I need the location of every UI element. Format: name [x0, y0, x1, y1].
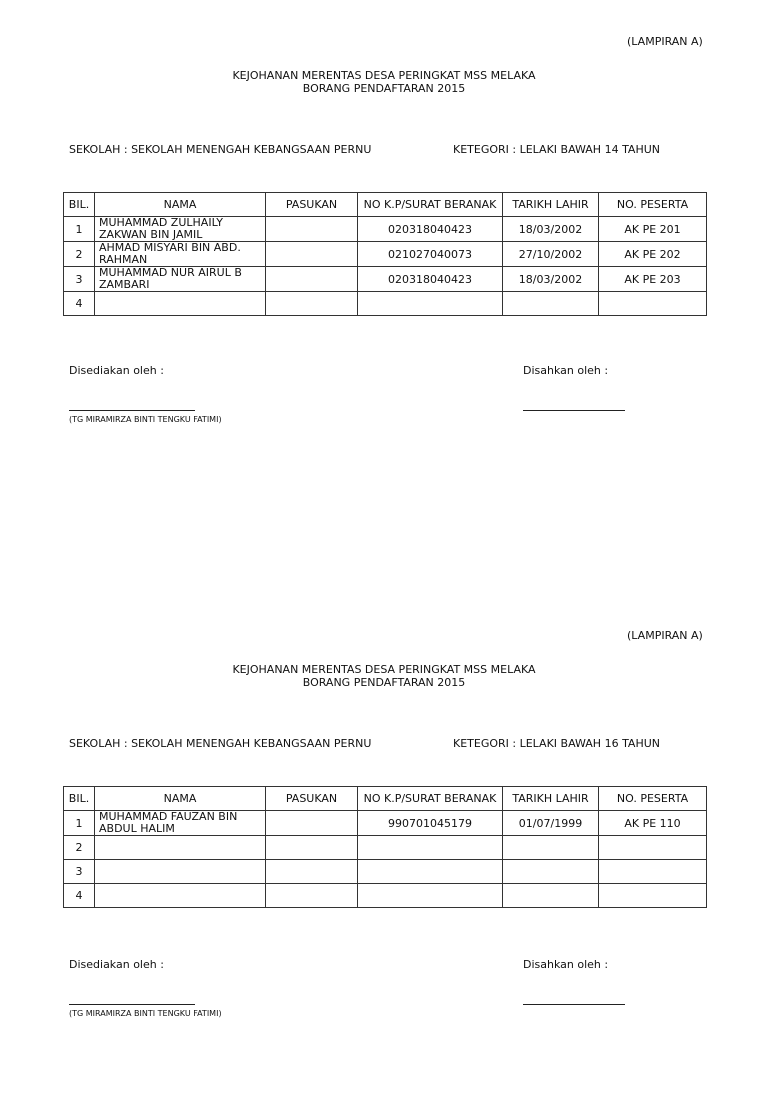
table-row	[64, 811, 707, 836]
cell-tarikh-lahir	[503, 292, 599, 316]
cell-pasukan	[266, 860, 358, 884]
category-field: KETEGORI : LELAKI BAWAH 14 TAHUN	[453, 143, 661, 156]
preparer-name: (TG MIRAMIRZA BINTI TENGKU FATIMI)	[69, 415, 222, 424]
cell-pasukan	[266, 811, 358, 836]
form-title: KEJOHANAN MERENTAS DESA PERINGKAT MSS MELAKA	[232, 663, 536, 676]
table-row	[64, 292, 707, 316]
header-tarikh-lahir: TARIKH LAHIR	[503, 787, 599, 811]
table-header-row	[64, 193, 707, 217]
cell-no-peserta: AK PE 202	[599, 242, 707, 267]
cell-nama: MUHAMMAD ZULHAILY ZAKWAN BIN JAMIL	[95, 217, 266, 242]
cell-no-kp: 020318040423	[358, 267, 503, 292]
lampiran-label: (LAMPIRAN A)	[627, 629, 703, 642]
registration-table	[63, 192, 707, 316]
preparer-signature-line	[69, 1004, 195, 1005]
table-row	[64, 836, 707, 860]
header-nama: NAMA	[95, 787, 266, 811]
cell-pasukan	[266, 217, 358, 242]
cell-nama	[95, 292, 266, 316]
registration-table	[63, 786, 707, 908]
header-pasukan: PASUKAN	[266, 787, 358, 811]
registration-form-1	[0, 0, 768, 500]
header-pasukan: PASUKAN	[266, 193, 358, 217]
cell-bil: 4	[64, 292, 95, 316]
approver-signature-line	[523, 1004, 625, 1005]
prepared-by-label: Disediakan oleh :	[69, 958, 164, 971]
cell-no-kp	[358, 860, 503, 884]
form-subtitle: BORANG PENDAFTARAN 2015	[302, 82, 466, 95]
cell-no-peserta: AK PE 201	[599, 217, 707, 242]
lampiran-label: (LAMPIRAN A)	[627, 35, 703, 48]
category-field: KETEGORI : LELAKI BAWAH 16 TAHUN	[453, 737, 661, 750]
header-no-peserta: NO. PESERTA	[599, 193, 707, 217]
cell-pasukan	[266, 242, 358, 267]
cell-no-kp: 021027040073	[358, 242, 503, 267]
cell-no-kp	[358, 884, 503, 908]
cell-bil: 3	[64, 267, 95, 292]
cell-nama: MUHAMMAD NUR AIRUL B ZAMBARI	[95, 267, 266, 292]
school-field: SEKOLAH : SEKOLAH MENENGAH KEBANGSAAN PERNU	[69, 143, 372, 156]
preparer-signature-line	[69, 410, 195, 411]
header-no-peserta: NO. PESERTA	[599, 787, 707, 811]
cell-bil: 2	[64, 836, 95, 860]
prepared-by-label: Disediakan oleh :	[69, 364, 164, 377]
cell-bil: 3	[64, 860, 95, 884]
cell-no-peserta	[599, 884, 707, 908]
header-no-kp: NO K.P/SURAT BERANAK	[358, 193, 503, 217]
cell-pasukan	[266, 267, 358, 292]
cell-tarikh-lahir: 18/03/2002	[503, 267, 599, 292]
cell-bil: 1	[64, 811, 95, 836]
cell-no-peserta	[599, 860, 707, 884]
registration-form-2	[0, 594, 768, 1094]
cell-tarikh-lahir: 27/10/2002	[503, 242, 599, 267]
cell-nama	[95, 860, 266, 884]
header-nama: NAMA	[95, 193, 266, 217]
cell-tarikh-lahir	[503, 884, 599, 908]
header-bil: BIL.	[64, 193, 95, 217]
header-tarikh-lahir: TARIKH LAHIR	[503, 193, 599, 217]
cell-no-peserta	[599, 292, 707, 316]
cell-no-kp	[358, 292, 503, 316]
cell-nama	[95, 836, 266, 860]
preparer-name: (TG MIRAMIRZA BINTI TENGKU FATIMI)	[69, 1009, 222, 1018]
cell-pasukan	[266, 292, 358, 316]
approved-by-label: Disahkan oleh :	[523, 364, 609, 377]
table-row	[64, 217, 707, 242]
header-no-kp: NO K.P/SURAT BERANAK	[358, 787, 503, 811]
approver-signature-line	[523, 410, 625, 411]
table-row	[64, 884, 707, 908]
cell-bil: 4	[64, 884, 95, 908]
table-row	[64, 860, 707, 884]
form-title: KEJOHANAN MERENTAS DESA PERINGKAT MSS MELAKA	[232, 69, 536, 82]
cell-bil: 2	[64, 242, 95, 267]
cell-pasukan	[266, 884, 358, 908]
header-bil: BIL.	[64, 787, 95, 811]
school-field: SEKOLAH : SEKOLAH MENENGAH KEBANGSAAN PERNU	[69, 737, 372, 750]
cell-nama: AHMAD MISYARI BIN ABD. RAHMAN	[95, 242, 266, 267]
approved-by-label: Disahkan oleh :	[523, 958, 609, 971]
cell-tarikh-lahir	[503, 860, 599, 884]
cell-tarikh-lahir: 18/03/2002	[503, 217, 599, 242]
cell-tarikh-lahir	[503, 836, 599, 860]
cell-no-peserta: AK PE 203	[599, 267, 707, 292]
cell-no-peserta: AK PE 110	[599, 811, 707, 836]
cell-tarikh-lahir: 01/07/1999	[503, 811, 599, 836]
table-header-row	[64, 787, 707, 811]
cell-bil: 1	[64, 217, 95, 242]
cell-pasukan	[266, 836, 358, 860]
cell-no-peserta	[599, 836, 707, 860]
table-row	[64, 242, 707, 267]
cell-no-kp	[358, 836, 503, 860]
table-row	[64, 267, 707, 292]
cell-nama	[95, 884, 266, 908]
cell-no-kp: 990701045179	[358, 811, 503, 836]
cell-nama: MUHAMMAD FAUZAN BIN ABDUL HALIM	[95, 811, 266, 836]
cell-no-kp: 020318040423	[358, 217, 503, 242]
form-subtitle: BORANG PENDAFTARAN 2015	[302, 676, 466, 689]
